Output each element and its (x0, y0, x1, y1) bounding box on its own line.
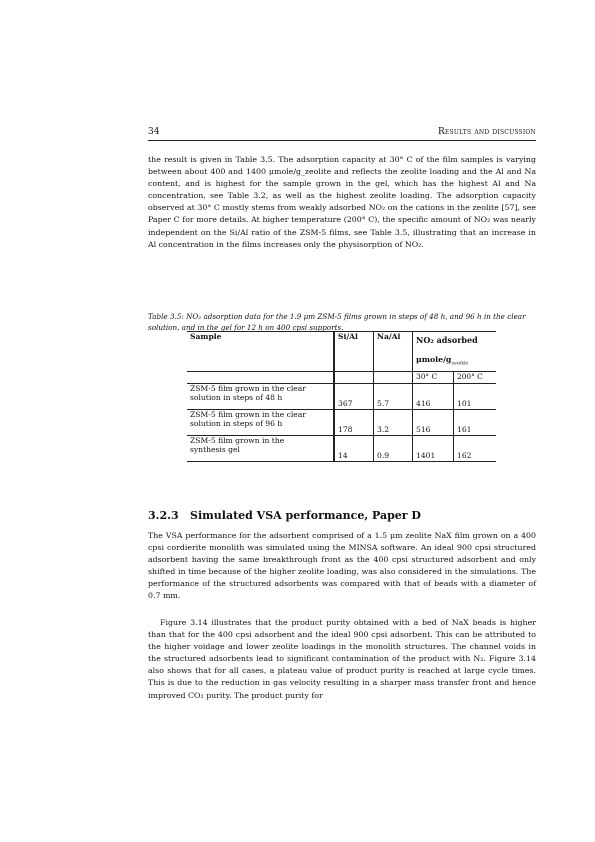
no2-30-value: 516 (413, 410, 454, 436)
si-al-value: 14 (334, 436, 374, 462)
temp-spacer (374, 372, 413, 384)
adsorption-table (187, 331, 496, 462)
unit-subscript: zeolite (451, 360, 469, 367)
temp-spacer (187, 372, 334, 384)
sample-line-2: solution in steps of 96 h (190, 419, 283, 428)
temp-spacer (334, 372, 374, 384)
no2-200-value: 161 (454, 410, 497, 436)
header-si-al: Si/Al (334, 332, 374, 372)
section-title: Simulated VSA performance, Paper D (190, 509, 421, 522)
no2-30-value: 1401 (413, 436, 454, 462)
header-rule (148, 140, 536, 141)
table-row (187, 436, 496, 462)
section-number: 3.2.3 (148, 509, 179, 522)
header-no2-adsorbed: NO₂ adsorbed (413, 332, 497, 356)
sample-cell (187, 410, 334, 436)
header-sample: Sample (187, 332, 334, 372)
table-row (187, 410, 496, 436)
sample-line-1: ZSM-5 film grown in the (190, 436, 285, 445)
header-unit (413, 355, 497, 372)
si-al-value: 367 (334, 384, 374, 410)
table-row (187, 384, 496, 410)
running-head (148, 127, 536, 137)
section-heading (148, 509, 536, 522)
sample-line-1: ZSM-5 film grown in the clear (190, 384, 306, 393)
header-na-al: Na/Al (374, 332, 413, 372)
header-temp-200: 200° C (454, 372, 497, 384)
body-paragraph-3: Figure 3.14 illustrates that the product purity obtained with a bed of NaX beads is higher than that for the 400 cpsi adsorbent and the ideal 900 cpsi adsorbent. This can be attributed to the higher voidage and lower zeolite loadings in the monolith structures. The channel voids in the structured adsorbents lead to significant contamination of the product with N₂. Figure 3.14 also shows that for all cases, a plateau value of product purity is reached at large cycle times. This is due to the reduction in gas velocity resulting in a sharper mass transfer front and hence improved CO₂ purity. The product purity for (148, 618, 536, 700)
na-al-value: 0.9 (374, 436, 413, 462)
sample-line-1: ZSM-5 film grown in the clear (190, 410, 306, 419)
na-al-value: 5.7 (374, 384, 413, 410)
sample-cell (187, 384, 334, 410)
no2-30-value: 416 (413, 384, 454, 410)
body-paragraph-2: The VSA performance for the adsorbent comprised of a 1.5 μm zeolite NaX film grown on a 400 cpsi cordierite monolith was simulated using the MINSA software. An ideal 900 cpsi structured adsorbent having the same breakthrough front as the 400 cpsi structured adsorbent and only shifted in time because of the higher zeolite loading, was also considered in the simulations. The performance of the structured adsorbents was compared with that of beads with a diameter of 0.7 mm. (148, 531, 536, 601)
sample-cell (187, 436, 334, 462)
na-al-value: 3.2 (374, 410, 413, 436)
sample-line-2: solution in steps of 48 h (190, 393, 283, 402)
no2-200-value: 162 (454, 436, 497, 462)
si-al-value: 178 (334, 410, 374, 436)
chapter-title: Results and discussion (437, 127, 536, 137)
header-temp-30: 30° C (413, 372, 454, 384)
body-paragraph-1: the result is given in Table 3.5. The adsorption capacity at 30° C of the film samples is varying between about 400 and 1400 μmole/g_zeolite and reflects the zeolite loading and the Al and Na content, and is highest for the sample grown in the gel, which has the highest Al and Na concentration, see Table 3.2, as well as the highest zeolite loading. The adsorption capacity observed at 30° C mostly stems from weakly adsorbed NO₂ on the cations in the zeolite [57], see Paper C for more details. At higher temperature (200° C), the specific amount of NO₂ was nearly independent on the Si/Al ratio of the ZSM-5 films, see Table 3.5, illustrating that an increase in Al concentration in the films increases only the physisorption of NO₂. (148, 155, 536, 249)
table-caption: Table 3.5: NO₂ adsorption data for the 1.9 μm ZSM-5 films grown in steps of 48 h, and 96 h in the clear solution, and in the gel for 12 h on 400 cpsi supports. (148, 312, 526, 332)
sample-line-2: synthesis gel (190, 445, 240, 454)
unit-main: μmole/g (416, 355, 452, 364)
page-number: 34 (148, 127, 160, 137)
no2-200-value: 101 (454, 384, 497, 410)
